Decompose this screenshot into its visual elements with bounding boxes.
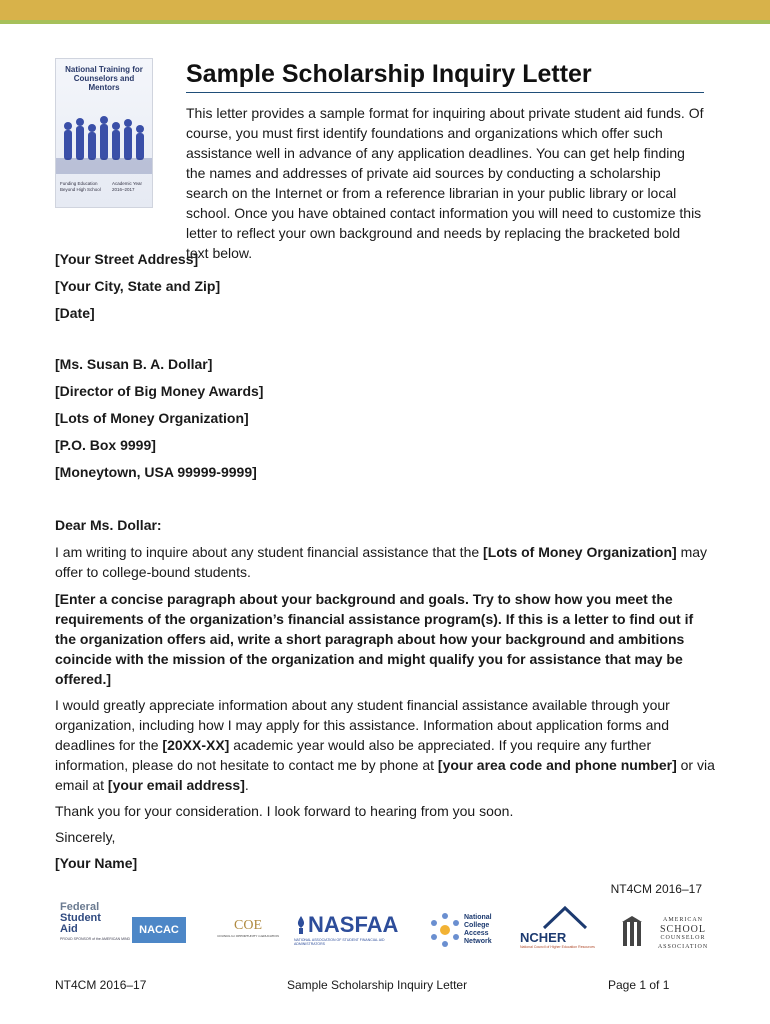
paragraph-inquiry <box>55 542 715 582</box>
nacac-logo: NACAC <box>132 917 186 943</box>
asca-logo-line1: AMERICAN <box>662 917 703 923</box>
recipient-title: [Director of Big Money Awards] <box>55 383 264 399</box>
title-divider <box>186 92 704 93</box>
placeholder-email: [your email address] <box>107 777 245 793</box>
sender-date: [Date] <box>55 305 95 321</box>
footer-page-number: Page 1 of 1 <box>608 978 670 992</box>
partner-logos <box>60 902 720 958</box>
asca-logo-line2: SCHOOL <box>659 924 706 935</box>
placeholder-phone: [your area code and phone number] <box>437 757 677 773</box>
fsa-logo-line1: Federal <box>60 901 100 913</box>
footer-title: Sample Scholarship Inquiry Letter <box>287 978 468 992</box>
sender-city: [Your City, State and Zip] <box>55 278 221 294</box>
roof-icon <box>540 904 590 930</box>
asca-logo <box>622 902 722 958</box>
asca-logo-text <box>644 916 722 952</box>
cover-title: National Training for Counselors and Mentors <box>65 65 143 92</box>
paragraph-request-text: I would greatly appreciate information about any student financial assistance available through your organization, including how I may apply for this assistance. Information about application forms and deadlines for the <box>55 697 670 753</box>
placeholder-organization: [Lots of Money Organization] <box>483 544 677 560</box>
placeholder-academic-year: [20XX-XX] <box>162 737 230 753</box>
paragraph-request-period: . <box>244 777 249 793</box>
ncher-logo-tagline: National Council of Higher Education Resources <box>520 945 595 949</box>
sender-street: [Your Street Address] <box>55 251 199 267</box>
ncan-logo <box>428 902 508 958</box>
coe-logo-tagline: COUNCIL for OPPORTUNITY in EDUCATION <box>217 934 279 938</box>
fsa-logo-tagline: PROUD SPONSOR of the AMERICAN MIND <box>60 937 131 941</box>
paragraph-request-text-2: academic year would also be appreciated. If you require any further information, please do not hesitate to contact me by phone at <box>55 737 652 773</box>
ncher-logo-text: NCHER <box>520 930 567 945</box>
ncher-logo <box>520 902 610 958</box>
top-banner-stripe <box>0 20 770 24</box>
torch-icon <box>294 916 308 934</box>
federal-student-aid-logo <box>60 902 132 958</box>
document-code: NT4CM 2016–17 <box>610 882 702 896</box>
cover-footer-left: Funding Education Beyond High School <box>60 181 101 192</box>
top-banner <box>0 0 770 20</box>
document-title: Sample Scholarship Inquiry Letter <box>186 60 592 88</box>
closing: Sincerely, <box>55 829 116 845</box>
fsa-logo-line2: Student <box>60 912 101 924</box>
nasfaa-logo-text: NASFAA <box>308 912 399 937</box>
salutation: Dear Ms. Dollar: <box>55 517 162 533</box>
columns-icon <box>622 916 642 950</box>
coe-logo <box>206 902 290 958</box>
recipient-name: [Ms. Susan B. A. Dollar] <box>55 356 213 372</box>
signature-placeholder: [Your Name] <box>55 855 138 871</box>
people-silhouettes-image <box>56 104 152 174</box>
cover-footer-right: Academic Year 2016–2017 <box>112 181 143 192</box>
paragraph-request-text-3: or via email at <box>55 757 715 793</box>
recipient-box: [P.O. Box 9999] <box>55 437 156 453</box>
recipient-org: [Lots of Money Organization] <box>55 410 249 426</box>
paragraph-inquiry-text-end: may offer to college-bound students. <box>55 544 708 580</box>
paragraph-request <box>55 695 715 795</box>
people-circle-icon <box>428 910 462 950</box>
ncan-logo-text: National College Access Network <box>464 914 492 945</box>
cover-thumbnail <box>55 58 153 208</box>
nasfaa-logo <box>294 902 400 958</box>
footer-code: NT4CM 2016–17 <box>55 978 147 992</box>
recipient-city: [Moneytown, USA 99999-9999] <box>55 464 257 480</box>
paragraph-inquiry-text: I am writing to inquire about any student financial assistance that the <box>55 544 484 560</box>
fsa-logo-line3: Aid <box>60 923 78 935</box>
intro-paragraph: This letter provides a sample format for inquiring about private student aid funds. Of course, you must first identify foundations and organizations which offer such assistance well in advance of any application deadlines. You can get help finding the names and addresses of private aid sources by conducting a scholarship search on the Internet or from a reference librarian in your public library or local school. Once you have obtained contact information you will need to customize this letter to reflect your own background and needs by replacing the bracketed bold text below. <box>186 105 704 261</box>
paragraph-thanks: Thank you for your consideration. I look forward to hearing from you soon. <box>55 803 514 819</box>
asca-logo-line3: COUNSELOR ASSOCIATION <box>657 935 709 950</box>
nasfaa-logo-tagline: NATIONAL ASSOCIATION OF STUDENT FINANCIAL AID ADMINISTRATORS <box>294 938 385 946</box>
nasfaa-logo-mark <box>294 912 400 938</box>
paragraph-background-placeholder: [Enter a concise paragraph about your background and goals. Try to show how you meet the requirements of the organization’s financial assistance program(s). If this is a letter to find out if the organization offers aid, write a short paragraph about how your background and ambitions coincide with the mission of the organization and might qualify you for assistance that may be offered.] <box>55 591 694 687</box>
coe-logo-mark: COE <box>234 918 262 933</box>
